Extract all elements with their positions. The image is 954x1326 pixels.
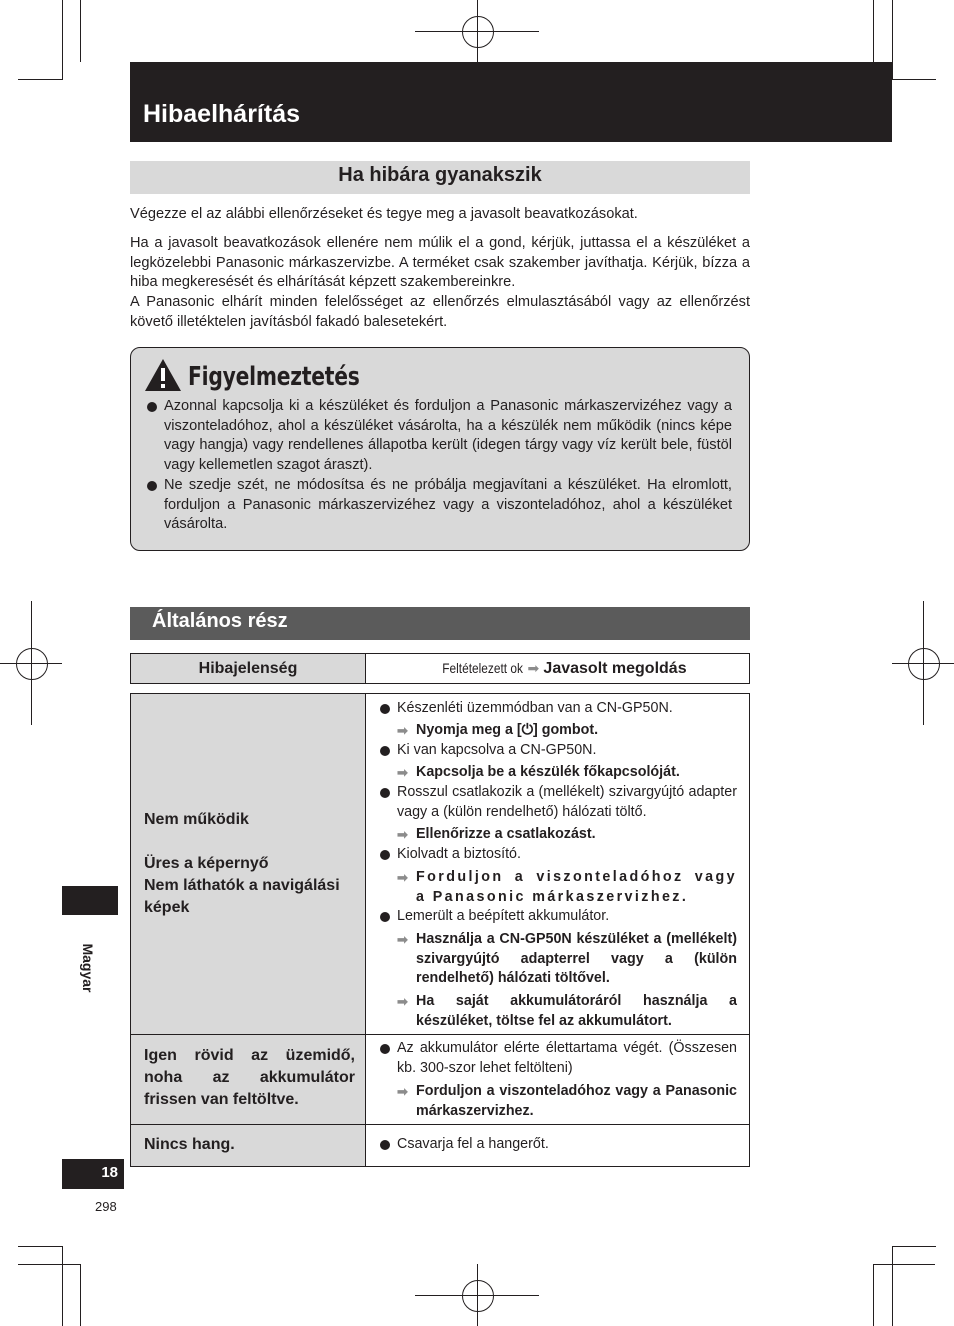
cause-item: Lemerült a beépített akkumulátor.	[397, 907, 737, 927]
table-header-cause: Feltételezett ok	[442, 660, 524, 676]
troubleshooting-table	[130, 693, 750, 1167]
arrow-icon: ➡	[397, 1084, 408, 1099]
warning-item: Azonnal kapcsolja ki a készüléket és forduljon a Panasonic márkaszervizéhez vagy a viszonteladóhoz, ahol a készüléket vásárolta, ha a készülék nem működik (nincs képe vagy hangja) vagy rendellenes állapotba került (idegen tárgy vagy víz került bele, füstöl vagy kellemetlen szagot áraszt).	[146, 397, 732, 475]
bullet-icon	[380, 912, 390, 922]
solution-item: ➡ Forduljon a viszonteladóhoz vagy a Panasonic márkaszervizhez.	[397, 1083, 737, 1119]
cause-item: Készenléti üzemmódban van a CN-GP50N.	[397, 699, 737, 719]
arrow-icon: ➡	[397, 994, 408, 1009]
table-header-symptom: Hibajelenség	[198, 660, 298, 677]
arrow-icon: ➡	[397, 870, 408, 885]
arrow-icon: ➡	[397, 827, 408, 842]
bullet-icon	[380, 746, 390, 756]
page-number: 18	[101, 1164, 118, 1181]
table-header	[130, 653, 750, 684]
solution-item: ➡ Ha saját akkumulátoráról használja a készüléket, töltse fel az akkumulátort.	[397, 993, 737, 1029]
bullet-icon	[380, 1044, 390, 1054]
warning-title: Figyelmeztetés	[188, 362, 360, 392]
intro-paragraph: Végezze el az alábbi ellenőrzéseket és tegye meg a javasolt beavatkozásokat.	[130, 206, 638, 222]
bullet-icon	[380, 850, 390, 860]
cause-item: Rosszul csatlakozik a (mellékelt) szivargyújtó adapter vagy a (külön rendelhető) hálózati töltő.	[397, 783, 737, 822]
cause-item: Csavarja fel a hangerőt.	[397, 1135, 737, 1155]
row-divider	[131, 1034, 749, 1035]
symptom-label: Nem működik	[144, 811, 249, 828]
warning-triangle-icon	[144, 358, 182, 397]
solution-item: ➡ Nyomja meg a [⏻] gombot.	[416, 721, 737, 741]
symptom-label: Nincs hang.	[144, 1136, 235, 1153]
service-paragraph: Ha a javasolt beavatkozások ellenére nem múlik el a gond, kérjük, juttassa el a készüléket a legközelebbi Panasonic márkaszervizbe. A terméket csak szakember javíthatja. Kérjük, bízza a hiba megkeresését és elhárítását képzett szakembereinkre.	[130, 235, 750, 290]
solution-item: ➡ Ellenőrizze a csatlakozást.	[416, 825, 737, 845]
bullet-icon	[380, 1140, 390, 1150]
language-label: Magyar	[80, 943, 96, 993]
arrow-icon: ➡	[397, 932, 408, 947]
bullet-icon	[380, 788, 390, 798]
cause-item: Kiolvadt a biztosító.	[397, 845, 737, 865]
total-page-number: 298	[95, 1199, 117, 1214]
cause-item: Az akkumulátor elérte élettartama végét. (Összesen kb. 300-szor lehet feltölteni)	[397, 1039, 737, 1078]
solution-item: ➡ Forduljon a viszonteladóhoz vagy a Panasonic márkaszervizhez.	[397, 869, 737, 905]
bullet-icon	[147, 402, 157, 412]
table-header-solution: Javasolt megoldás	[543, 660, 687, 677]
warning-item: Ne szedje szét, ne módosítsa és ne próbálja megjavítani a készüléket. Ha elromlott, forduljon a Panasonic márkaszervizéhez vagy a viszonteladóhoz, ahol a készüléket vásárolta.	[146, 476, 732, 535]
symptom-label: Üres a képernyő	[144, 855, 269, 872]
symptom-label: Nem láthatók a navigálási képek	[144, 877, 340, 916]
section-heading: Ha hibára gyanakszik	[338, 164, 542, 186]
language-tab	[62, 886, 118, 915]
cause-item: Ki van kapcsolva a CN-GP50N.	[397, 741, 737, 761]
arrow-icon: ➡	[527, 660, 540, 676]
symptom-label: Igen rövid az üzemidő, noha az akkumulátor frissen van feltöltve.	[144, 1047, 355, 1108]
bullet-icon	[147, 481, 157, 491]
page-title: Hibaelhárítás	[143, 100, 301, 128]
arrow-icon: ➡	[397, 723, 408, 738]
liability-paragraph: A Panasonic elhárít minden felelősséget az ellenőrzés elmulasztásából vagy az ellenőrzést követő illetéktelen javításból fakadó balesetekért.	[130, 294, 750, 330]
row-divider	[131, 1124, 749, 1125]
solution-item: ➡ Kapcsolja be a készülék főkapcsolóját.	[416, 763, 737, 783]
bullet-icon	[380, 704, 390, 714]
section-heading: Általános rész	[152, 610, 288, 632]
table-header-solution-cell	[366, 660, 749, 678]
solution-item: ➡ Használja a CN-GP50N készüléket a (mellékelt) szivargyújtó adapterrel vagy a (külön rendelhető) hálózati töltővel.	[397, 931, 737, 986]
arrow-icon: ➡	[397, 765, 408, 780]
